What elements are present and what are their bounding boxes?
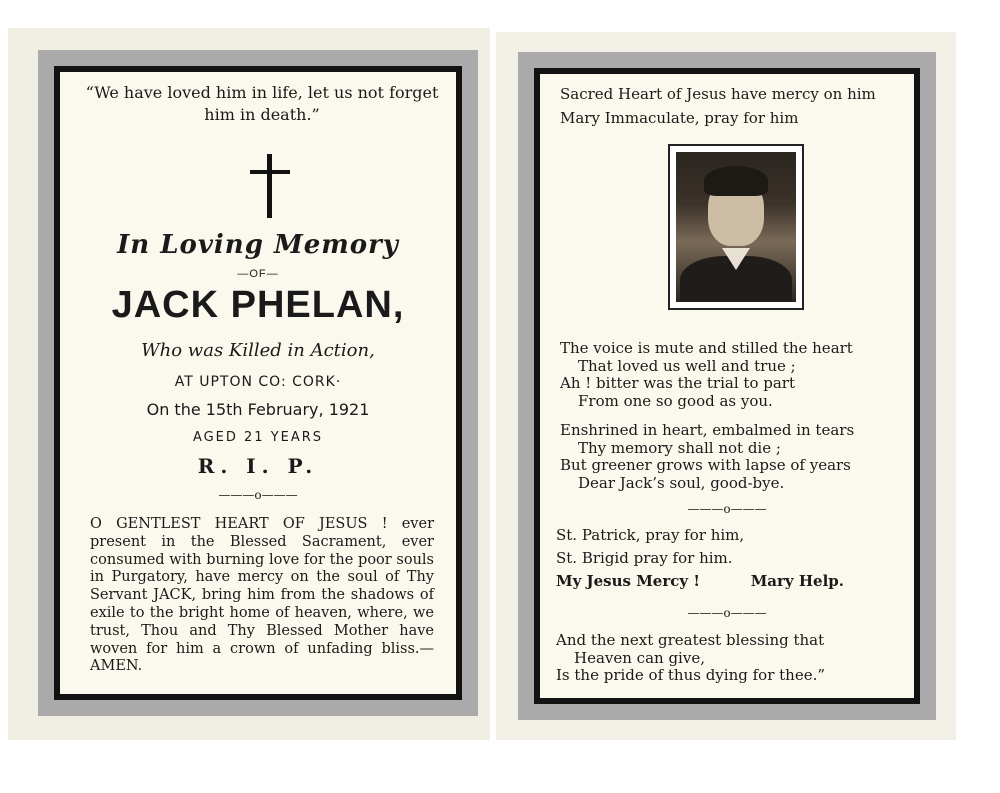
prayer-text: O GENTLEST HEART OF JESUS ! ever present in the Blessed Sacrament, ever consumed with burning love for the poor souls in Purgatory, have mercy on the soul of Thy Servant JACK, bring him from the shadows of exile to the bright home of heaven, where, we trust, Thou and Thy Blessed Mother have woven for him a crown of unfading bliss.—AMEN. xyxy=(90,516,434,675)
closing-line: Is the pride of thus dying for thee.” xyxy=(556,666,826,684)
card-black-border xyxy=(534,68,920,704)
divider: ———o——— xyxy=(687,502,767,516)
age-at-death: AGED 21 YEARS xyxy=(192,430,324,445)
poem-line: Ah ! bitter was the trial to part xyxy=(560,374,795,392)
poem-line: Enshrined in heart, embalmed in tears xyxy=(560,421,855,439)
poem-line: Thy memory shall not die ; xyxy=(578,438,781,457)
poem-line: From one so good as you. xyxy=(578,391,773,410)
epitaph-quote: “We have loved him in life, let us not forget him in death.” xyxy=(85,83,439,124)
poem-stanza-2 xyxy=(560,422,904,492)
cross-icon xyxy=(250,154,290,218)
divider: ———o——— xyxy=(218,488,298,502)
of-label: —OF— xyxy=(237,268,279,280)
place-of-death: AT UPTON CO: CORK· xyxy=(174,374,342,390)
invocation-mary: Mary Immaculate, pray for him xyxy=(560,109,799,127)
portrait-image xyxy=(676,152,796,302)
card-black-border xyxy=(54,66,462,700)
rip-monogram: R. I. P. xyxy=(197,454,319,478)
invocation-st-patrick: St. Patrick, pray for him, xyxy=(556,526,745,544)
mary-help: Mary Help. xyxy=(750,572,844,590)
card-grey-frame xyxy=(518,52,936,720)
closing-line: Heaven can give, xyxy=(574,648,705,667)
poem-line: Dear Jack’s soul, good-bye. xyxy=(578,473,785,492)
closing-verse xyxy=(556,632,902,685)
divider: ———o——— xyxy=(687,606,767,620)
poem-line: The voice is mute and stilled the heart xyxy=(560,339,853,357)
mercy-line xyxy=(556,570,904,593)
closing-line: And the next greatest blessing that xyxy=(556,631,825,649)
date-of-death: On the 15th February, 1921 xyxy=(146,400,370,419)
poem-line: That loved us well and true ; xyxy=(578,356,796,375)
portrait-photo xyxy=(668,144,804,310)
cause-of-death: Who was Killed in Action, xyxy=(141,340,375,361)
my-jesus-mercy: My Jesus Mercy ! xyxy=(556,572,700,590)
invocation-sacred-heart: Sacred Heart of Jesus have mercy on him xyxy=(560,85,876,103)
memorial-card-front xyxy=(8,28,490,740)
poem-stanza-1 xyxy=(560,340,904,410)
memorial-card-back xyxy=(496,32,956,740)
card-grey-frame xyxy=(38,50,478,716)
invocation-st-brigid: St. Brigid pray for him. xyxy=(556,549,733,567)
saint-invocations xyxy=(556,524,904,593)
deceased-name: JACK PHELAN, xyxy=(111,284,405,326)
poem-line: But greener grows with lapse of years xyxy=(560,456,851,474)
invocations xyxy=(560,82,904,130)
in-loving-memory-heading: In Loving Memory xyxy=(117,230,399,260)
